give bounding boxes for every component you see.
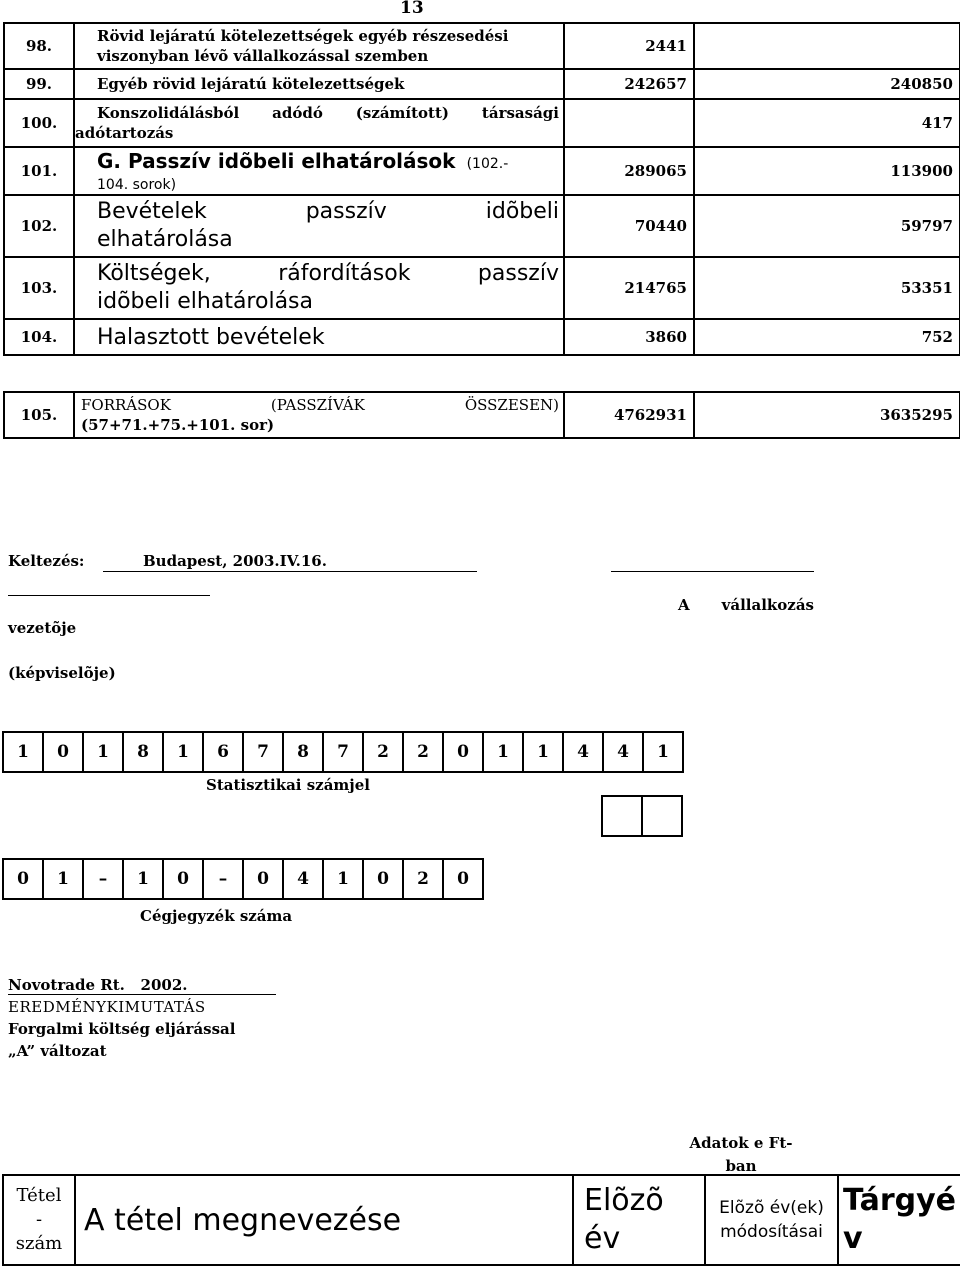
stat-code-digit: 1: [524, 733, 564, 771]
table-row: [4, 257, 960, 319]
current-year-value: 3635295: [694, 392, 960, 438]
company-reg-digit: 0: [457, 869, 469, 889]
total-table: [3, 391, 960, 439]
total-row: [4, 392, 960, 438]
table-row: [4, 195, 960, 257]
row-label: Költségek, ráfordítások passzív idõbeli elhatárolása: [74, 257, 564, 319]
date-underline: [103, 571, 477, 572]
prev-year-value: 2441: [564, 23, 694, 69]
prev-year-value: 3860: [564, 319, 694, 355]
stat-code-digit: 2: [404, 733, 444, 771]
blank-boxes: [601, 795, 683, 837]
prev-year-value: 214765: [564, 257, 694, 319]
role-manager: vezetõje: [8, 619, 77, 637]
report-title: EREDMÉNYKIMUTATÁS: [8, 998, 206, 1016]
current-year-value: 53351: [694, 257, 960, 319]
stat-code-digit: 7: [324, 733, 364, 771]
row-label: Halasztott bevételek: [74, 319, 564, 355]
col-current-year: Tárgyé v: [838, 1175, 960, 1265]
report-variant: „A” változat: [8, 1042, 107, 1060]
table-row: [4, 319, 960, 355]
table-row: [4, 147, 960, 195]
current-year-value: 113900: [694, 147, 960, 195]
signature-line: [611, 571, 814, 572]
prev-year-value: 242657: [564, 69, 694, 99]
income-statement-header: [2, 1174, 960, 1266]
stat-code-boxes: [2, 731, 684, 773]
company-year-underline: [8, 994, 276, 995]
stat-code-caption: Statisztikai számjel: [206, 776, 370, 794]
row-number: 105.: [4, 392, 74, 438]
stat-code-digit: 4: [564, 733, 604, 771]
page-number: 13: [400, 0, 424, 18]
company-reg-digit: 2: [404, 860, 444, 898]
prev-year-value: [564, 99, 694, 147]
stat-code-digit: 1: [484, 733, 524, 771]
date-value: Budapest, 2003.IV.16.: [143, 552, 327, 570]
stat-code-digit: 1: [84, 733, 124, 771]
row-number: 103.: [4, 257, 74, 319]
company-reg-digit: 1: [324, 860, 364, 898]
current-year-value: [694, 23, 960, 69]
blank-box: [643, 797, 681, 835]
signature-line-left: [8, 595, 210, 596]
stat-code-digit: 1: [164, 733, 204, 771]
table-row: [4, 99, 960, 147]
company-reg-digit: –: [204, 860, 244, 898]
company-reg-digit: 0: [244, 860, 284, 898]
row-label: Konszolidálásból adódó (számított) társasági adótartozás: [74, 99, 564, 147]
stat-code-digit: 0: [44, 733, 84, 771]
col-item-name: A tétel megnevezése: [75, 1175, 573, 1265]
row-number: 99.: [4, 69, 74, 99]
col-prev-year: Elõzõ év: [573, 1175, 705, 1265]
blank-box: [603, 797, 643, 835]
col-item-number: Tétel - szám: [3, 1175, 75, 1265]
company-reg-digit: 4: [284, 860, 324, 898]
table-row: [4, 23, 960, 69]
stat-code-digit: 2: [364, 733, 404, 771]
row-number: 100.: [4, 99, 74, 147]
stat-code-digit: 8: [284, 733, 324, 771]
prev-year-value: 4762931: [564, 392, 694, 438]
header-row: [3, 1175, 960, 1265]
stat-code-digit: 1: [4, 733, 44, 771]
balance-table: [3, 22, 960, 356]
role-representative: (képviselõje): [8, 664, 116, 682]
current-year-value: 59797: [694, 195, 960, 257]
unit-note: Adatok e Ft- ban: [689, 1134, 793, 1175]
stat-code-digit: 8: [124, 733, 164, 771]
current-year-value: 240850: [694, 69, 960, 99]
prev-year-value: 70440: [564, 195, 694, 257]
row-label: G. Passzív idõbeli elhatárolások (102.- 104. sorok): [74, 147, 564, 195]
current-year-value: 417: [694, 99, 960, 147]
row-number: 98.: [4, 23, 74, 69]
row-label: Rövid lejáratú kötelezettségek egyéb részesedési viszonyban lévõ vállalkozással szemben: [74, 23, 564, 69]
row-number: 101.: [4, 147, 74, 195]
company-reg-digit: 0: [164, 860, 204, 898]
prev-year-value: 289065: [564, 147, 694, 195]
stat-code-digit: 1: [657, 742, 669, 762]
report-subtitle: Forgalmi költség eljárással: [8, 1020, 236, 1038]
stat-code-digit: 7: [244, 733, 284, 771]
current-year-value: 752: [694, 319, 960, 355]
row-label: FORRÁSOK (PASSZÍVÁK ÖSSZESEN) (57+71.+75.+101. sor): [74, 392, 564, 438]
company-year: Novotrade Rt. 2002.: [8, 976, 188, 994]
date-label: Keltezés:: [8, 552, 85, 570]
company-reg-digit: 0: [364, 860, 404, 898]
row-label: Bevételek passzív idõbeli elhatárolása: [74, 195, 564, 257]
stat-code-digit: 0: [444, 733, 484, 771]
table-row: [4, 69, 960, 99]
row-number: 102.: [4, 195, 74, 257]
stat-code-digit: 4: [604, 733, 644, 771]
company-reg-caption: Cégjegyzék száma: [140, 907, 293, 925]
row-label: Egyéb rövid lejáratú kötelezettségek: [74, 69, 564, 99]
company-reg-boxes: [2, 858, 484, 900]
company-reg-digit: 0: [4, 860, 44, 898]
stat-code-digit: 6: [204, 733, 244, 771]
company-reg-digit: 1: [124, 860, 164, 898]
col-prev-modifications: Elõzõ év(ek) módosításai: [705, 1175, 838, 1265]
row-number: 104.: [4, 319, 74, 355]
company-reg-digit: –: [84, 860, 124, 898]
role-company: A vállalkozás: [678, 596, 814, 614]
company-reg-digit: 1: [44, 860, 84, 898]
